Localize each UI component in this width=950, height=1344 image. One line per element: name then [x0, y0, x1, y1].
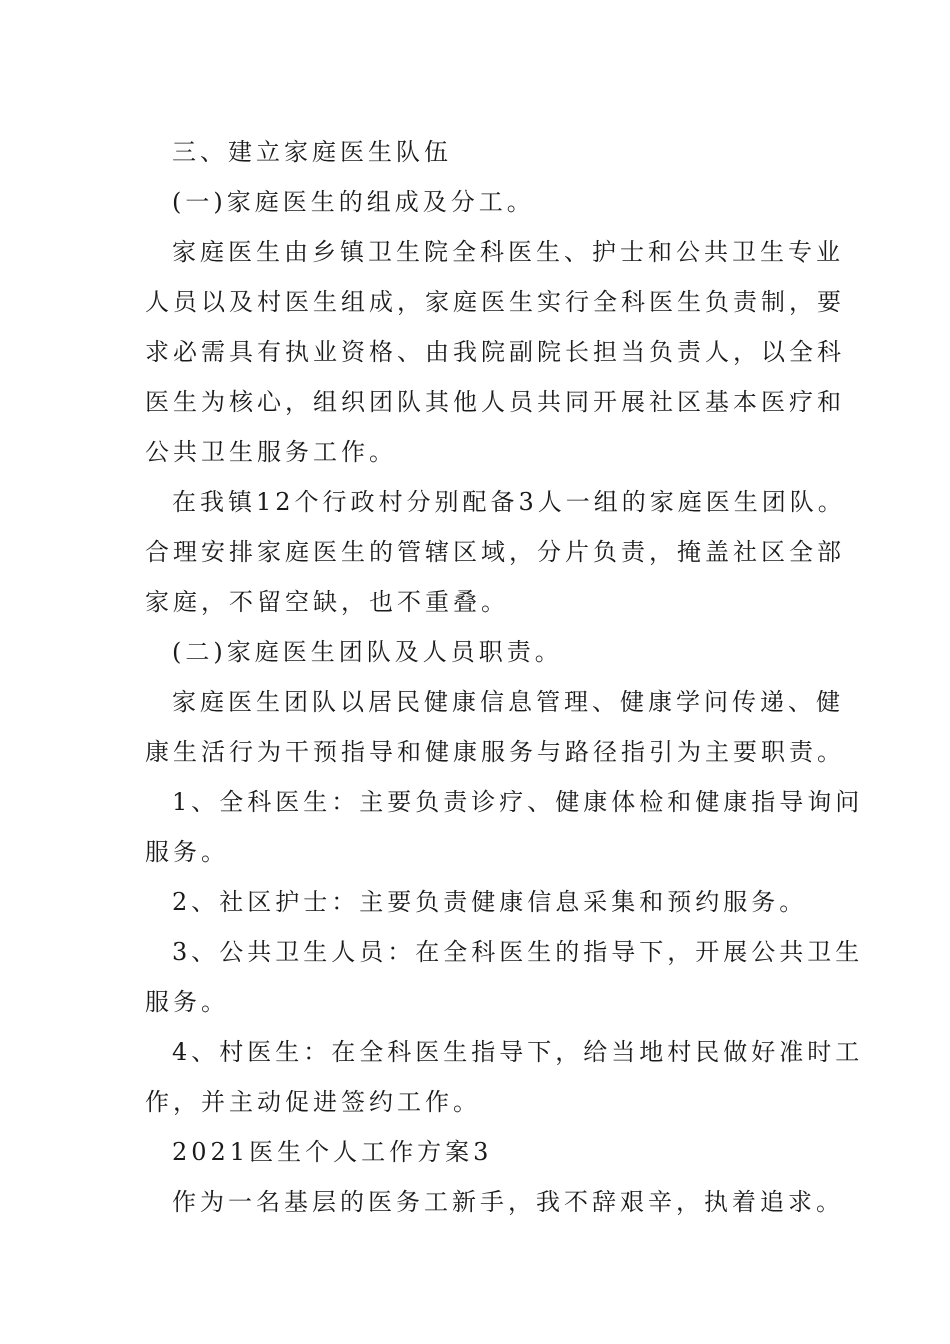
section-heading: 三、建立家庭医生队伍: [172, 138, 452, 166]
list-item: 2、社区护士：主要负责健康信息采集和预约服务。: [172, 888, 808, 916]
paragraph-line: 家庭医生团队以居民健康信息管理、健康学问传递、健: [172, 688, 844, 716]
paragraph-line: 在我镇12个行政村分别配备3人一组的家庭医生团队。: [172, 488, 846, 516]
list-item-continuation: 服务。: [145, 988, 229, 1016]
list-item-continuation: 作，并主动促进签约工作。: [145, 1088, 481, 1116]
paragraph-line: 医生为核心，组织团队其他人员共同开展社区基本医疗和: [145, 388, 845, 416]
paragraph-line: 家庭医生由乡镇卫生院全科医生、护士和公共卫生专业: [172, 238, 844, 266]
subsection-heading: (一)家庭医生的组成及分工。: [172, 188, 535, 216]
paragraph-line: 合理安排家庭医生的管辖区域，分片负责，掩盖社区全部: [145, 538, 845, 566]
paragraph-line: 公共卫生服务工作。: [145, 438, 397, 466]
list-item-continuation: 服务。: [145, 838, 229, 866]
list-item: 3、公共卫生人员：在全科医生的指导下，开展公共卫生: [172, 938, 864, 966]
paragraph-line: 人员以及村医生组成，家庭医生实行全科医生负责制，要: [145, 288, 845, 316]
list-item: 4、村医生：在全科医生指导下，给当地村民做好准时工: [172, 1038, 864, 1066]
document-title: 2021医生个人工作方案3: [172, 1138, 493, 1166]
paragraph-line: 求必需具有执业资格、由我院副院长担当负责人，以全科: [145, 338, 845, 366]
subsection-heading: (二)家庭医生团队及人员职责。: [172, 638, 563, 666]
paragraph-line: 康生活行为干预指导和健康服务与路径指引为主要职责。: [145, 738, 845, 766]
paragraph-line: 作为一名基层的医务工新手，我不辞艰辛，执着追求。: [172, 1188, 844, 1216]
paragraph-line: 家庭，不留空缺，也不重叠。: [145, 588, 509, 616]
list-item: 1、全科医生：主要负责诊疗、健康体检和健康指导询问: [172, 788, 864, 816]
